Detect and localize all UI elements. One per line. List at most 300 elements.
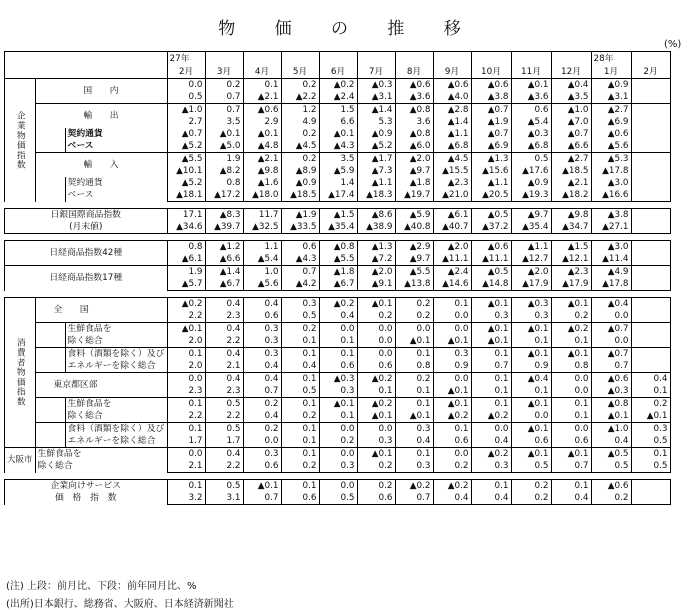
value-cell: 0.0 [551, 423, 591, 436]
table-row [5, 221, 671, 234]
value-cell: ▲0.4 [591, 298, 631, 311]
value-cell: ▲40.7 [433, 221, 471, 234]
value-cell: ▲1.4 [357, 104, 395, 117]
value-cell: 0.0 [395, 323, 433, 336]
value-cell [631, 153, 670, 166]
value-cell: ▲37.2 [471, 221, 511, 234]
value-cell: 0.1 [433, 298, 471, 311]
value-cell: 0.5 [281, 310, 319, 323]
value-cell: ▲16.6 [591, 189, 631, 202]
value-cell: 1.7 [167, 435, 205, 448]
value-cell: 0.4 [243, 298, 281, 311]
value-cell: ▲5.2 [357, 140, 395, 153]
value-cell [631, 177, 670, 189]
value-cell: ▲0.7 [471, 104, 511, 117]
value-cell: 0.2 [281, 460, 319, 473]
value-cell: 0.3 [511, 310, 551, 323]
value-cell: ▲0.1 [511, 423, 551, 436]
value-cell: ▲0.1 [205, 128, 243, 140]
table-row [5, 448, 671, 461]
value-cell [631, 492, 670, 505]
table-row [5, 398, 671, 411]
value-cell: 0.1 [433, 423, 471, 436]
header-blank [5, 52, 168, 79]
value-cell: ▲7.3 [357, 165, 395, 177]
value-cell: ▲0.1 [357, 448, 395, 461]
value-cell: ▲0.7 [591, 323, 631, 336]
value-cell: ▲1.3 [471, 153, 511, 166]
value-cell: 0.0 [551, 385, 591, 398]
value-cell: ▲6.8 [433, 140, 471, 153]
row-label-ex_food_energy: 食料（酒類を除く）及び エネルギーを除く総合 [65, 348, 167, 373]
page-title: 物 価 の 推 移 [218, 19, 478, 39]
value-cell: 1.9 [205, 153, 243, 166]
value-cell: 5.3 [357, 116, 395, 128]
value-cell: 0.1 [319, 335, 357, 348]
value-cell: 0.2 [281, 79, 319, 92]
value-cell: ▲17.4 [319, 189, 357, 202]
value-cell: 0.8 [551, 360, 591, 373]
value-cell: 0.4 [395, 435, 433, 448]
row-label-tokyo: 東京都区部 [35, 373, 167, 398]
value-cell: 0.4 [243, 360, 281, 373]
value-cell: ▲0.3 [511, 128, 551, 140]
header-blank [243, 52, 281, 66]
value-cell: ▲0.1 [591, 410, 631, 423]
value-cell: ▲0.3 [319, 373, 357, 386]
value-cell: 0.1 [471, 385, 511, 398]
value-cell: ▲0.2 [471, 410, 511, 423]
table-row [5, 473, 671, 480]
value-cell: ▲18.0 [243, 189, 281, 202]
value-cell: 0.6 [433, 435, 471, 448]
value-cell: 0.7 [591, 360, 631, 373]
value-cell: 0.1 [551, 480, 591, 493]
value-cell: 0.1 [395, 448, 433, 461]
value-cell: ▲0.1 [357, 410, 395, 423]
value-cell: ▲0.7 [167, 128, 205, 140]
value-cell: ▲2.2 [281, 91, 319, 104]
value-cell: ▲2.4 [319, 91, 357, 104]
value-cell: 0.1 [167, 398, 205, 411]
value-cell: 0.2 [205, 79, 243, 92]
value-cell: 0.3 [319, 460, 357, 473]
value-cell: ▲1.5 [551, 241, 591, 254]
value-cell: ▲34.7 [551, 221, 591, 234]
row-label-import: 輸 入 [35, 153, 167, 178]
value-cell: 3.6 [395, 116, 433, 128]
row-label-contract1: 契約通貨 ベース [65, 128, 167, 153]
value-cell: 0.3 [395, 423, 433, 436]
row-label-nikkei-intl: 日銀国際商品指数 [5, 209, 168, 222]
value-cell: 0.1 [471, 398, 511, 411]
value-cell: 0.2 [243, 423, 281, 436]
value-cell: ▲2.8 [433, 104, 471, 117]
table-row [5, 209, 671, 222]
value-cell: ▲27.1 [591, 221, 631, 234]
value-cell [631, 360, 670, 373]
value-cell: 0.7 [243, 492, 281, 505]
value-cell: ▲6.8 [511, 140, 551, 153]
value-cell: ▲5.2 [167, 177, 205, 189]
value-cell: 0.2 [357, 310, 395, 323]
value-cell: ▲35.4 [319, 221, 357, 234]
value-cell: 0.8 [205, 177, 243, 189]
value-cell: 0.5 [319, 492, 357, 505]
value-cell: ▲0.1 [319, 398, 357, 411]
value-cell: ▲2.3 [433, 177, 471, 189]
value-cell: ▲12.7 [511, 253, 551, 266]
value-cell: 0.1 [281, 398, 319, 411]
value-cell: 0.5 [205, 480, 243, 493]
price-table [4, 51, 671, 505]
value-cell: 0.1 [281, 348, 319, 361]
value-cell: 0.0 [551, 373, 591, 386]
value-cell: 0.0 [243, 435, 281, 448]
value-cell: 0.6 [511, 104, 551, 117]
value-cell: ▲0.2 [319, 298, 357, 311]
value-cell: ▲2.1 [243, 91, 281, 104]
value-cell: ▲3.0 [591, 241, 631, 254]
value-cell [631, 165, 670, 177]
value-cell: ▲3.6 [395, 91, 433, 104]
value-cell: ▲5.6 [243, 278, 281, 291]
value-cell: 0.4 [551, 492, 591, 505]
value-cell: 0.1 [551, 398, 591, 411]
value-cell: ▲17.6 [511, 165, 551, 177]
value-cell: ▲1.8 [395, 177, 433, 189]
table-row [5, 202, 671, 209]
value-cell: ▲33.5 [281, 221, 319, 234]
value-cell: ▲10.1 [167, 165, 205, 177]
value-cell: ▲0.2 [357, 398, 395, 411]
value-cell: 0.3 [631, 423, 670, 436]
value-cell: ▲0.6 [395, 79, 433, 92]
value-cell: 0.7 [551, 460, 591, 473]
value-cell [631, 91, 670, 104]
value-cell: ▲6.9 [471, 140, 511, 153]
value-cell: ▲0.1 [395, 410, 433, 423]
row-label-osaka-ex-fresh: 生鮮食品を 除く総合 [35, 448, 167, 473]
value-cell: 0.1 [167, 348, 205, 361]
table-row [5, 266, 671, 279]
month-header: 6月 [319, 65, 357, 79]
value-cell: ▲0.5 [591, 448, 631, 461]
value-cell: 0.1 [511, 385, 551, 398]
value-cell: 0.1 [281, 373, 319, 386]
year-label-28: 28年 [591, 52, 631, 66]
value-cell: 0.9 [433, 360, 471, 373]
value-cell: ▲0.1 [433, 398, 471, 411]
value-cell: ▲0.5 [471, 266, 511, 279]
value-cell: ▲0.7 [551, 128, 591, 140]
month-header: 10月 [471, 65, 511, 79]
value-cell: 0.3 [243, 323, 281, 336]
value-cell: 0.6 [281, 241, 319, 254]
value-cell: ▲0.1 [471, 335, 511, 348]
value-cell: 0.9 [511, 360, 551, 373]
value-cell: 0.0 [357, 323, 395, 336]
value-cell: 0.4 [243, 410, 281, 423]
row-label-nikkei-intl-sub: (月末値) [5, 221, 168, 234]
row-gap [5, 473, 671, 480]
value-cell: ▲0.2 [319, 79, 357, 92]
table-row [5, 234, 671, 241]
value-cell: 0.1 [319, 410, 357, 423]
value-cell: ▲8.3 [205, 209, 243, 222]
value-cell: 0.2 [281, 323, 319, 336]
month-header: 3月 [205, 65, 243, 79]
value-cell: 2.2 [205, 335, 243, 348]
value-cell: 0.4 [205, 298, 243, 311]
value-cell: 2.3 [167, 385, 205, 398]
indent [35, 177, 65, 202]
value-cell: ▲1.7 [357, 153, 395, 166]
value-cell: ▲0.1 [471, 298, 511, 311]
value-cell: 0.4 [471, 492, 511, 505]
month-header: 11月 [511, 65, 551, 79]
value-cell: 2.2 [167, 310, 205, 323]
value-cell: 0.4 [471, 435, 511, 448]
value-cell: 0.0 [167, 79, 205, 92]
value-cell: ▲0.8 [395, 104, 433, 117]
value-cell: ▲0.9 [591, 79, 631, 92]
value-cell: 0.3 [243, 335, 281, 348]
value-cell: 0.4 [433, 492, 471, 505]
value-cell: ▲21.0 [433, 189, 471, 202]
value-cell: 0.1 [395, 398, 433, 411]
value-cell: ▲1.0 [167, 104, 205, 117]
value-cell: ▲5.5 [319, 253, 357, 266]
value-cell: ▲0.3 [591, 385, 631, 398]
row-label-nikkei17: 日経商品指数17種 [5, 266, 168, 291]
value-cell: 0.6 [511, 435, 551, 448]
value-cell: 0.6 [281, 492, 319, 505]
value-cell: 0.5 [511, 153, 551, 166]
value-cell: 2.1 [205, 360, 243, 373]
value-cell: ▲6.6 [551, 140, 591, 153]
value-cell: ▲35.4 [511, 221, 551, 234]
value-cell: ▲0.1 [319, 128, 357, 140]
value-cell: ▲0.8 [591, 398, 631, 411]
header-blank [395, 52, 433, 66]
value-cell: 0.1 [551, 410, 591, 423]
month-header: 12月 [551, 65, 591, 79]
value-cell: ▲17.2 [205, 189, 243, 202]
value-cell: ▲5.5 [167, 153, 205, 166]
value-cell: 0.5 [205, 398, 243, 411]
row-label-export: 輸 出 [35, 104, 167, 129]
value-cell: 0.1 [631, 448, 670, 461]
value-cell: 0.2 [243, 398, 281, 411]
value-cell: ▲14.6 [433, 278, 471, 291]
value-cell: ▲7.0 [551, 116, 591, 128]
value-cell: ▲0.6 [471, 79, 511, 92]
value-cell: 0.2 [281, 410, 319, 423]
value-cell: 0.3 [281, 298, 319, 311]
group-label-corporate: 企業物価指数 [5, 79, 36, 202]
value-cell: ▲0.2 [433, 410, 471, 423]
value-cell [631, 241, 670, 254]
value-cell: ▲0.1 [433, 335, 471, 348]
value-cell: ▲5.4 [511, 116, 551, 128]
value-cell: 0.0 [433, 323, 471, 336]
value-cell: 0.0 [319, 323, 357, 336]
row-gap [5, 202, 671, 209]
value-cell: 0.4 [205, 448, 243, 461]
value-cell: ▲4.3 [319, 140, 357, 153]
value-cell: 0.1 [243, 79, 281, 92]
value-cell: 2.2 [205, 410, 243, 423]
value-cell: 1.5 [319, 104, 357, 117]
row-label-osaka: 大阪市 [5, 448, 36, 473]
value-cell [631, 140, 670, 153]
value-cell: ▲5.7 [167, 278, 205, 291]
value-cell: ▲15.6 [471, 165, 511, 177]
value-cell: 0.4 [319, 310, 357, 323]
value-cell: ▲9.8 [551, 209, 591, 222]
table-row [5, 348, 671, 361]
value-cell [631, 116, 670, 128]
value-cell: ▲4.9 [591, 266, 631, 279]
value-cell: 0.0 [319, 480, 357, 493]
value-cell: ▲13.8 [395, 278, 433, 291]
value-cell: 0.1 [395, 348, 433, 361]
value-cell: ▲39.7 [205, 221, 243, 234]
value-cell: 0.3 [357, 435, 395, 448]
value-cell: 0.2 [357, 480, 395, 493]
value-cell: ▲5.6 [591, 140, 631, 153]
value-cell: 0.0 [433, 448, 471, 461]
value-cell: ▲1.5 [319, 209, 357, 222]
value-cell: 0.7 [281, 266, 319, 279]
value-cell: ▲0.6 [591, 373, 631, 386]
value-cell [631, 189, 670, 202]
value-cell [631, 221, 670, 234]
value-cell: 0.4 [205, 348, 243, 361]
value-cell: 0.0 [357, 348, 395, 361]
value-cell: 3.5 [205, 116, 243, 128]
value-cell: ▲1.0 [551, 104, 591, 117]
value-cell: ▲0.7 [591, 348, 631, 361]
value-cell: 6.6 [319, 116, 357, 128]
value-cell: 0.2 [357, 460, 395, 473]
row-label-national: 全 国 [35, 298, 167, 323]
value-cell: ▲0.1 [511, 348, 551, 361]
value-cell: ▲0.1 [433, 385, 471, 398]
header-blank [205, 52, 243, 66]
value-cell [631, 253, 670, 266]
value-cell: ▲1.9 [471, 116, 511, 128]
value-cell: 0.6 [357, 492, 395, 505]
value-cell: ▲18.2 [551, 189, 591, 202]
value-cell: 0.4 [205, 323, 243, 336]
value-cell: ▲11.4 [591, 253, 631, 266]
value-cell: 0.2 [395, 310, 433, 323]
value-cell: ▲4.5 [281, 140, 319, 153]
value-cell: 2.9 [243, 116, 281, 128]
month-header: 9月 [433, 65, 471, 79]
value-cell: 0.2 [395, 298, 433, 311]
value-cell: ▲0.1 [551, 348, 591, 361]
value-cell: 0.6 [319, 360, 357, 373]
value-cell: ▲1.6 [243, 177, 281, 189]
value-cell: 2.2 [167, 410, 205, 423]
value-cell: ▲6.7 [205, 278, 243, 291]
value-cell: 1.9 [167, 266, 205, 279]
year-label-27: 27年 [167, 52, 205, 66]
value-cell [631, 266, 670, 279]
value-cell: ▲0.9 [357, 128, 395, 140]
value-cell: 2.1 [167, 460, 205, 473]
value-cell: ▲11.1 [433, 253, 471, 266]
value-cell: 4.9 [281, 116, 319, 128]
value-cell: 0.1 [281, 448, 319, 461]
value-cell: ▲8.9 [281, 165, 319, 177]
value-cell: 0.7 [395, 492, 433, 505]
value-cell: 0.0 [511, 410, 551, 423]
value-cell: ▲0.2 [551, 323, 591, 336]
table-row [5, 373, 671, 386]
value-cell: ▲6.0 [395, 140, 433, 153]
value-cell: ▲3.6 [511, 91, 551, 104]
value-cell: ▲0.8 [319, 241, 357, 254]
value-cell: 0.5 [631, 460, 670, 473]
value-cell: 0.4 [205, 373, 243, 386]
value-cell: ▲2.4 [433, 266, 471, 279]
value-cell: 17.1 [167, 209, 205, 222]
value-cell: 1.2 [281, 104, 319, 117]
value-cell: ▲8.6 [357, 209, 395, 222]
value-cell: ▲6.7 [319, 278, 357, 291]
value-cell: ▲9.7 [395, 253, 433, 266]
value-cell: ▲3.1 [591, 91, 631, 104]
header-blank [319, 52, 357, 66]
value-cell: 0.1 [471, 480, 511, 493]
value-cell: 0.7 [471, 360, 511, 373]
value-cell: 1.1 [243, 241, 281, 254]
table-row [5, 128, 671, 140]
value-cell: ▲12.1 [551, 253, 591, 266]
header-blank [471, 52, 511, 66]
value-cell: 0.3 [471, 460, 511, 473]
table-row [5, 79, 671, 92]
value-cell: ▲0.5 [471, 209, 511, 222]
value-cell: ▲1.4 [433, 116, 471, 128]
value-cell: ▲5.9 [395, 209, 433, 222]
value-cell: 0.6 [551, 435, 591, 448]
value-cell: ▲1.3 [357, 241, 395, 254]
value-cell: 0.2 [511, 492, 551, 505]
row-label-ex_fresh: 生鮮食品を 除く総合 [65, 323, 167, 348]
value-cell: ▲2.1 [551, 177, 591, 189]
value-cell: ▲0.3 [357, 79, 395, 92]
value-cell: 0.1 [281, 480, 319, 493]
value-cell: ▲6.6 [205, 253, 243, 266]
indent [35, 398, 65, 423]
value-cell [631, 335, 670, 348]
value-cell: ▲1.1 [471, 177, 511, 189]
value-cell: ▲5.9 [319, 165, 357, 177]
value-cell: 11.7 [243, 209, 281, 222]
value-cell: ▲7.2 [357, 253, 395, 266]
value-cell: ▲0.2 [167, 298, 205, 311]
value-cell: 2.3 [205, 385, 243, 398]
table-row [5, 480, 671, 493]
value-cell: 0.5 [591, 460, 631, 473]
indent [35, 128, 65, 153]
value-cell: ▲2.7 [591, 104, 631, 117]
